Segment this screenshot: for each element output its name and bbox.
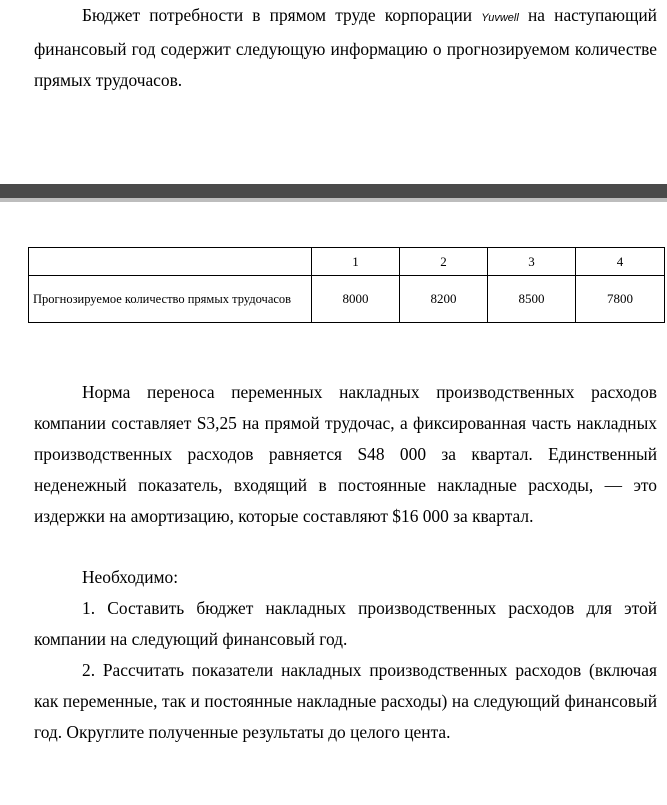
section-divider-shadow — [0, 198, 667, 202]
table-cell: 8000 — [312, 276, 400, 323]
intro-text-end: на наступающий финансовый год содержит следующую информацию о прогнозируемом количестве прямых трудочасов. — [34, 5, 657, 90]
table-cell: 8500 — [488, 276, 576, 323]
table-header-cell — [29, 248, 312, 276]
labor-hours-table — [28, 247, 665, 323]
row-label: Прогнозируемое количество прямых трудочасов — [29, 276, 312, 323]
table-cell: 8200 — [400, 276, 488, 323]
table-row — [29, 276, 665, 323]
table-header-cell: 2 — [400, 248, 488, 276]
table-cell: 7800 — [576, 276, 665, 323]
table-header-row — [29, 248, 665, 276]
table-header-cell: 4 — [576, 248, 665, 276]
required-heading: Необходимо: — [82, 567, 179, 587]
intro-text-start: Бюджет потребности в прямом труде корпорации — [82, 5, 473, 25]
intro-paragraph — [34, 0, 657, 96]
task-1: 1. Составить бюджет накладных производственных расходов для этой компании на следующий финансовый год. — [34, 598, 657, 649]
section-divider — [0, 184, 667, 198]
table-header-cell: 3 — [488, 248, 576, 276]
company-name: Yuvwell — [481, 12, 519, 24]
table-header-cell: 1 — [312, 248, 400, 276]
task-2: 2. Рассчитать показатели накладных производственных расходов (включая как переменные, так и постоянные накладные расходы) на следующий финансовый год. Округлите полученные результаты до целого цента. — [34, 660, 657, 742]
rate-paragraph: Норма переноса переменных накладных производственных расходов компании составляет S3,25 на прямой трудочас, а фиксированная часть накладных производственных расходов равняется S48 000 за квартал. Единственный неденежный показатель, входящий в постоянные накладные расходы, — это издержки на амортизацию, которые составляют $16 000 за квартал. — [34, 382, 657, 526]
